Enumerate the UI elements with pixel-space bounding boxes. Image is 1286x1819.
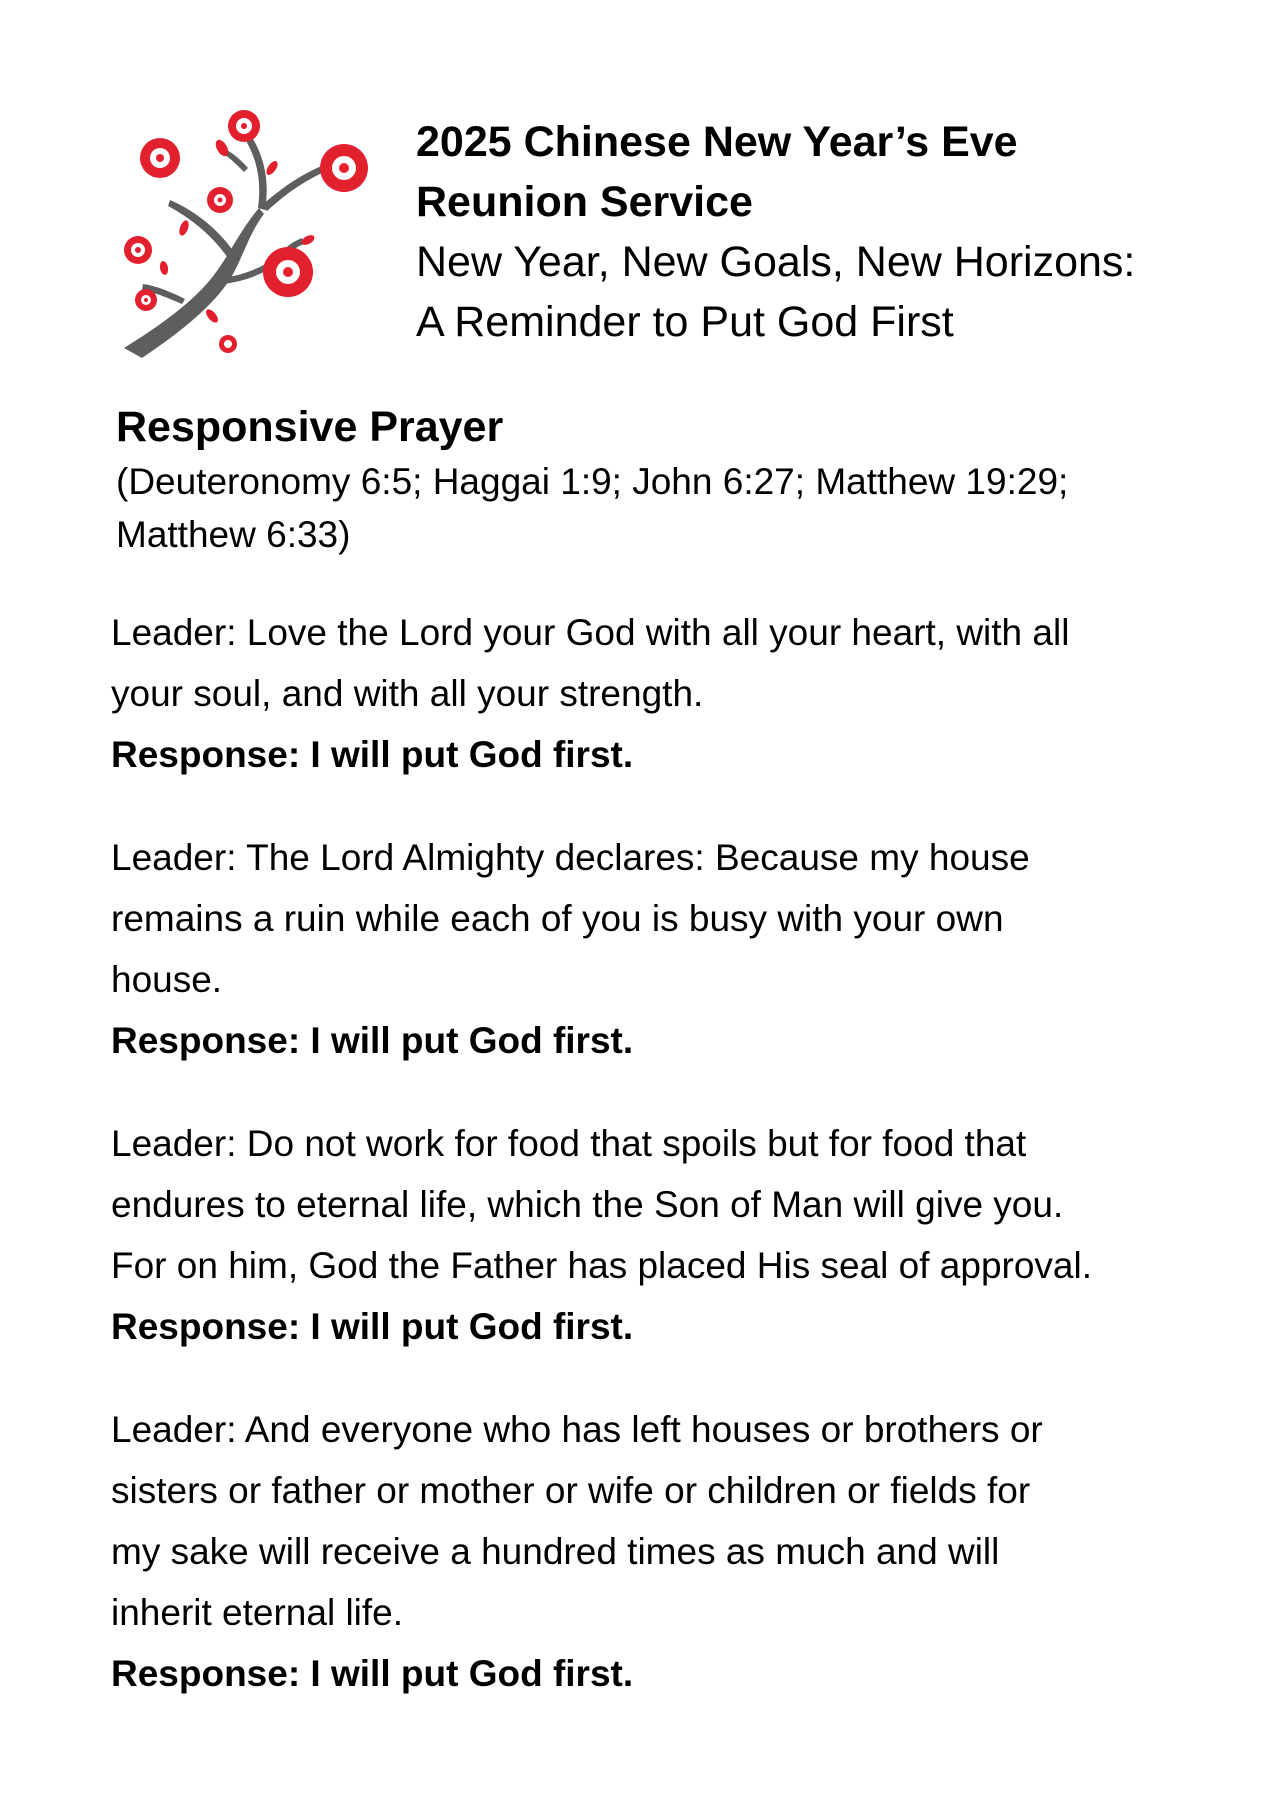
response-line: Response: I will put God first. bbox=[111, 734, 634, 775]
service-theme-continued: A Reminder to Put God First bbox=[416, 298, 954, 346]
leader-line: your soul, and with all your strength. bbox=[111, 673, 704, 714]
leader-line: inherit eternal life. bbox=[111, 1592, 404, 1633]
service-title: 2025 Chinese New Year’s Eve bbox=[416, 118, 1018, 166]
leader-line: Leader: The Lord Almighty declares: Because my house bbox=[111, 837, 1030, 878]
leader-line: Leader: And everyone who has left houses or brothers or bbox=[111, 1409, 1043, 1450]
prayer-stanza bbox=[111, 827, 1191, 1071]
leader-line: house. bbox=[111, 959, 223, 1000]
leader-line: remains a ruin while each of you is busy with your own bbox=[111, 898, 1004, 939]
references-line: (Deuteronomy 6:5; Haggai 1:9; John 6:27; Matthew 19:29; bbox=[116, 461, 1069, 502]
leader-line: Leader: Love the Lord your God with all your heart, with all bbox=[111, 612, 1070, 653]
prayer-stanza bbox=[111, 1113, 1191, 1357]
response-line: Response: I will put God first. bbox=[111, 1653, 634, 1694]
references-line: Matthew 6:33) bbox=[116, 514, 351, 555]
title-block bbox=[416, 112, 1236, 352]
leader-line: sisters or father or mother or wife or children or fields for bbox=[111, 1470, 1031, 1511]
service-title-continued: Reunion Service bbox=[416, 178, 753, 226]
leader-line: Leader: Do not work for food that spoils but for food that bbox=[111, 1123, 1027, 1164]
service-theme: New Year, New Goals, New Horizons: bbox=[416, 238, 1136, 286]
responsive-prayer bbox=[111, 602, 1191, 1746]
bud-shapes bbox=[159, 138, 316, 325]
section-heading: Responsive Prayer bbox=[116, 403, 504, 451]
leader-line: endures to eternal life, which the Son of Man will give you. bbox=[111, 1184, 1064, 1225]
scripture-references bbox=[116, 455, 1196, 561]
leader-line: my sake will receive a hundred times as much and will bbox=[111, 1531, 1000, 1572]
response-line: Response: I will put God first. bbox=[111, 1020, 634, 1061]
leader-line: For on him, God the Father has placed His seal of approval. bbox=[111, 1245, 1093, 1286]
plum-blossom-branch-icon bbox=[124, 108, 386, 358]
prayer-stanza bbox=[111, 602, 1191, 785]
response-line: Response: I will put God first. bbox=[111, 1306, 634, 1347]
prayer-stanza bbox=[111, 1399, 1191, 1704]
